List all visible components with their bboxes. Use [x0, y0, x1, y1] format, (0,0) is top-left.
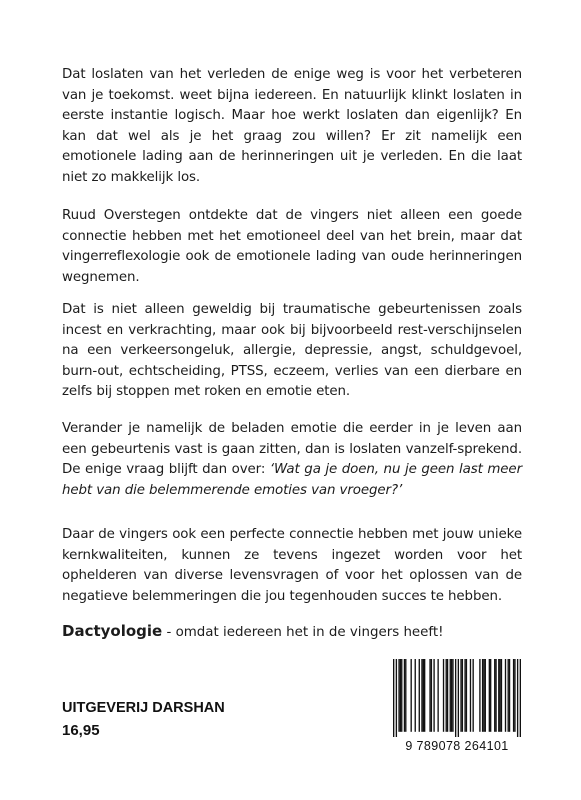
- barcode-bar: [489, 659, 490, 732]
- barcode-bar: [499, 659, 500, 732]
- paragraph-question: [62, 419, 522, 501]
- barcode-bar: [466, 659, 467, 732]
- barcode-bar: [393, 659, 394, 737]
- barcode-bar: [446, 659, 447, 732]
- barcode-bars: [393, 659, 521, 737]
- barcode-bar: [421, 659, 422, 732]
- barcode-bar: [458, 659, 459, 737]
- tagline-text: - omdat iedereen het in de vingers heeft!: [162, 625, 444, 640]
- barcode-bar: [482, 659, 483, 732]
- barcode-bar: [505, 659, 506, 732]
- barcode-bar: [401, 659, 402, 732]
- barcode-bar: [464, 659, 465, 732]
- barcode-bar: [508, 659, 509, 732]
- barcode-bar: [494, 659, 495, 732]
- paragraph-intro: Dat loslaten van het verleden de enige weg is voor het verbeteren van je toekomst. weet bijna iedereen. En natuurlijk klinkt loslaten in eerste instantie logisch. Maar hoe werkt loslaten dan eigenlijk? En kan dat wel als je het graag zou willen? Er zit namelijk een emotionele lading aan de herinneringen uit je verleden. En die laat niet zo makkelijk los.: [62, 67, 522, 185]
- paragraph-question-quote: ‘Wat ga je doen, nu je geen last meer hebt van die belemmerende emoties van vroeger?’: [62, 462, 522, 498]
- barcode-bar: [447, 659, 448, 732]
- barcode-bar: [483, 659, 484, 732]
- barcode-bar: [429, 659, 430, 732]
- isbn-barcode: [391, 653, 523, 763]
- barcode-bar: [513, 659, 514, 732]
- barcode-bar: [400, 659, 401, 732]
- barcode-bar: [443, 659, 444, 732]
- paragraph-discovery: Ruud Overstegen ontdekte dat de vingers niet alleen een goede connectie hebben met het emotioneel deel van het brein, maar dat vingerreflexologie ook de emotionele lading van oude herinneringen wegnemen.: [62, 208, 522, 285]
- barcode-bar: [455, 659, 456, 737]
- barcode-bar: [437, 659, 438, 732]
- barcode-bar: [396, 659, 397, 737]
- barcode-bar: [501, 659, 502, 732]
- paragraph-question-lead: Verander je namelijk de beladen emotie die eerder in je leven aan een gebeurtenis vast is gaan zitten, dan is loslaten vanzelf-sprekend. De enige vraag blijft dan over:: [62, 421, 522, 477]
- barcode-bar: [498, 659, 499, 732]
- barcode-bar: [398, 659, 399, 732]
- barcode-bar: [517, 659, 518, 737]
- barcode-bar: [405, 659, 406, 732]
- barcode-bar: [485, 659, 486, 732]
- barcode-bar: [411, 659, 412, 732]
- paragraph-core-qualities: Daar de vingers ook een perfecte connectie hebben met jouw unieke kernkwaliteiten, kunnen ze tevens ingezet worden voor het ophelderen van diverse levensvragen of voor het oplossen van de negatieve belemmeringen die jou tegenhouden succes te hebben.: [62, 527, 522, 604]
- barcode-bar: [460, 659, 461, 732]
- barcode-bar: [419, 659, 420, 732]
- barcode-bar: [509, 659, 510, 732]
- barcode-bar: [479, 659, 480, 732]
- barcode-bar: [431, 659, 432, 732]
- barcode-bar: [404, 659, 405, 732]
- barcode-bar: [514, 659, 515, 732]
- barcode-bar: [490, 659, 491, 732]
- barcode-bar: [472, 659, 473, 732]
- paragraph-applications: Dat is niet alleen geweldig bij traumatische gebeurtenissen zoals incest en verkrachting, maar ook bij bijvoorbeeld rest-verschijnselen na een verkeersongeluk, allergie, depressie, angst, schuldgevoel, burn-out, echtscheiding, PTSS, eczeem, verlies van een dierbare en zelfs bij stoppen met roken en emotie eten.: [62, 302, 522, 399]
- barcode-bar: [451, 659, 452, 732]
- barcode-number: 9 789078 264101: [405, 739, 509, 753]
- barcode-bar: [470, 659, 471, 732]
- barcode-bar: [462, 659, 463, 732]
- barcode-bar: [450, 659, 451, 732]
- barcode-bar: [495, 659, 496, 732]
- tagline: [62, 621, 532, 643]
- barcode-bar: [423, 659, 424, 732]
- price: 16,95: [62, 722, 100, 739]
- tagline-brand: Dactyologie: [62, 622, 163, 640]
- barcode-bar: [433, 659, 434, 732]
- publisher-name: UITGEVERIJ DARSHAN: [62, 700, 225, 716]
- barcode-bar: [452, 659, 453, 732]
- barcode-bar: [415, 659, 416, 732]
- barcode-bar: [424, 659, 425, 732]
- barcode-bar: [520, 659, 521, 737]
